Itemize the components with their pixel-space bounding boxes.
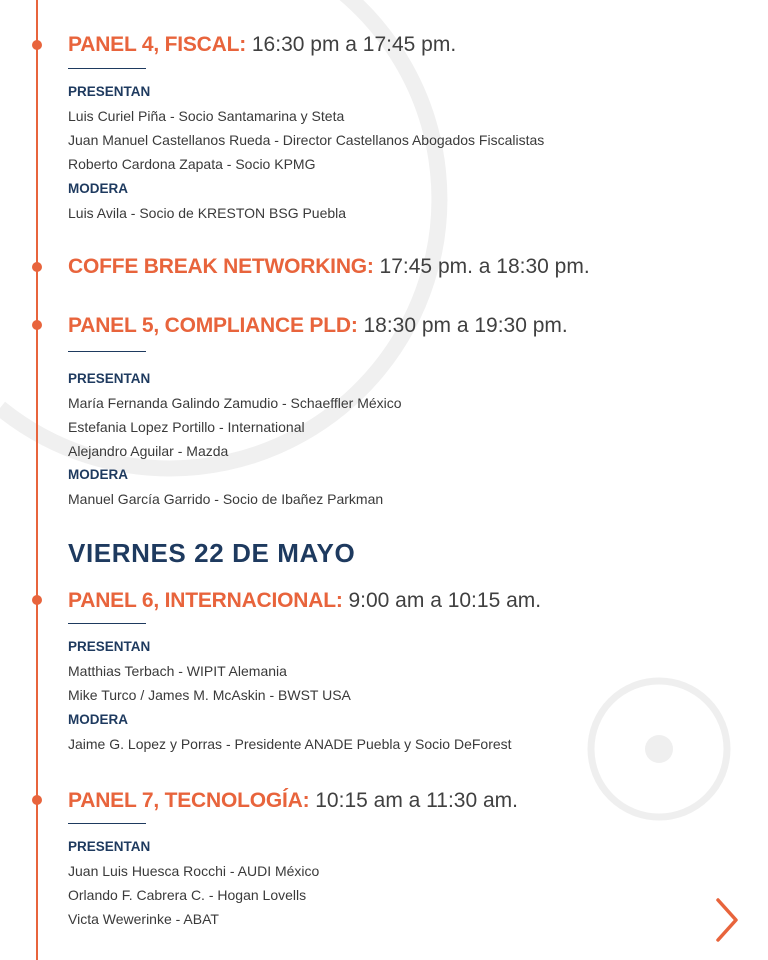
session-label: PANEL 5, COMPLIANCE PLD: [68, 314, 358, 337]
session-time: 18:30 pm a 19:30 pm. [357, 314, 568, 337]
moderator: Luis Avila - Socio de KRESTON BSG Puebla [68, 205, 347, 221]
next-button[interactable] [710, 896, 744, 944]
session-label: PANEL 7, TECNOLOGÍA: [68, 789, 310, 812]
speaker: María Fernanda Galindo Zamudio - Schaeffler México [68, 395, 402, 411]
divider [68, 351, 146, 352]
timeline-dot [32, 262, 42, 272]
divider [68, 623, 146, 624]
presentan-label: PRESENTAN [68, 639, 151, 654]
session-label: COFFE BREAK NETWORKING: [68, 255, 374, 278]
timeline-dot [32, 795, 42, 805]
moderator: Jaime G. Lopez y Porras - Presidente ANADE Puebla y Socio DeForest [68, 736, 512, 752]
speaker: Roberto Cardona Zapata - Socio KPMG [68, 156, 316, 172]
session-heading [68, 314, 568, 338]
ring-decoration [591, 681, 727, 817]
session-heading [68, 789, 518, 813]
session-label: PANEL 4, FISCAL: [68, 33, 247, 56]
chevron-right-icon [710, 896, 744, 944]
speaker: Juan Luis Huesca Rocchi - AUDI México [68, 863, 320, 879]
session-time: 9:00 am a 10:15 am. [342, 589, 542, 612]
presentan-label: PRESENTAN [68, 839, 151, 854]
day-heading: VIERNES 22 DE MAYO [68, 538, 356, 568]
timeline-dot [32, 40, 42, 50]
speaker: Orlando F. Cabrera C. - Hogan Lovells [68, 887, 307, 903]
session-time: 10:15 am a 11:30 am. [309, 789, 518, 812]
divider [68, 68, 146, 69]
speaker: Victa Wewerinke - ABAT [68, 911, 219, 927]
presentan-label: PRESENTAN [68, 84, 151, 99]
session-label: PANEL 6, INTERNACIONAL: [68, 589, 343, 612]
speaker: Alejandro Aguilar - Mazda [68, 443, 229, 459]
speaker: Mike Turco / James M. McAskin - BWST USA [68, 687, 351, 703]
modera-label: MODERA [68, 181, 128, 196]
speaker: Matthias Terbach - WIPIT Alemania [68, 663, 287, 679]
session-time: 17:45 pm. a 18:30 pm. [373, 255, 590, 278]
timeline-dot [32, 320, 42, 330]
speaker: Luis Curiel Piña - Socio Santamarina y Steta [68, 108, 345, 124]
session-heading [68, 33, 456, 57]
divider [68, 823, 146, 824]
timeline-dot [32, 595, 42, 605]
modera-label: MODERA [68, 467, 128, 482]
speaker: Estefania Lopez Portillo - International [68, 419, 305, 435]
moderator: Manuel García Garrido - Socio de Ibañez Parkman [68, 491, 384, 507]
session-heading [68, 255, 590, 279]
timeline-line [36, 0, 38, 960]
session-time: 16:30 pm a 17:45 pm. [246, 33, 457, 56]
session-heading [68, 589, 541, 613]
speaker: Juan Manuel Castellanos Rueda - Director Castellanos Abogados Fiscalistas [68, 132, 545, 148]
ring-center-decoration [645, 735, 673, 763]
presentan-label: PRESENTAN [68, 371, 151, 386]
modera-label: MODERA [68, 712, 128, 727]
